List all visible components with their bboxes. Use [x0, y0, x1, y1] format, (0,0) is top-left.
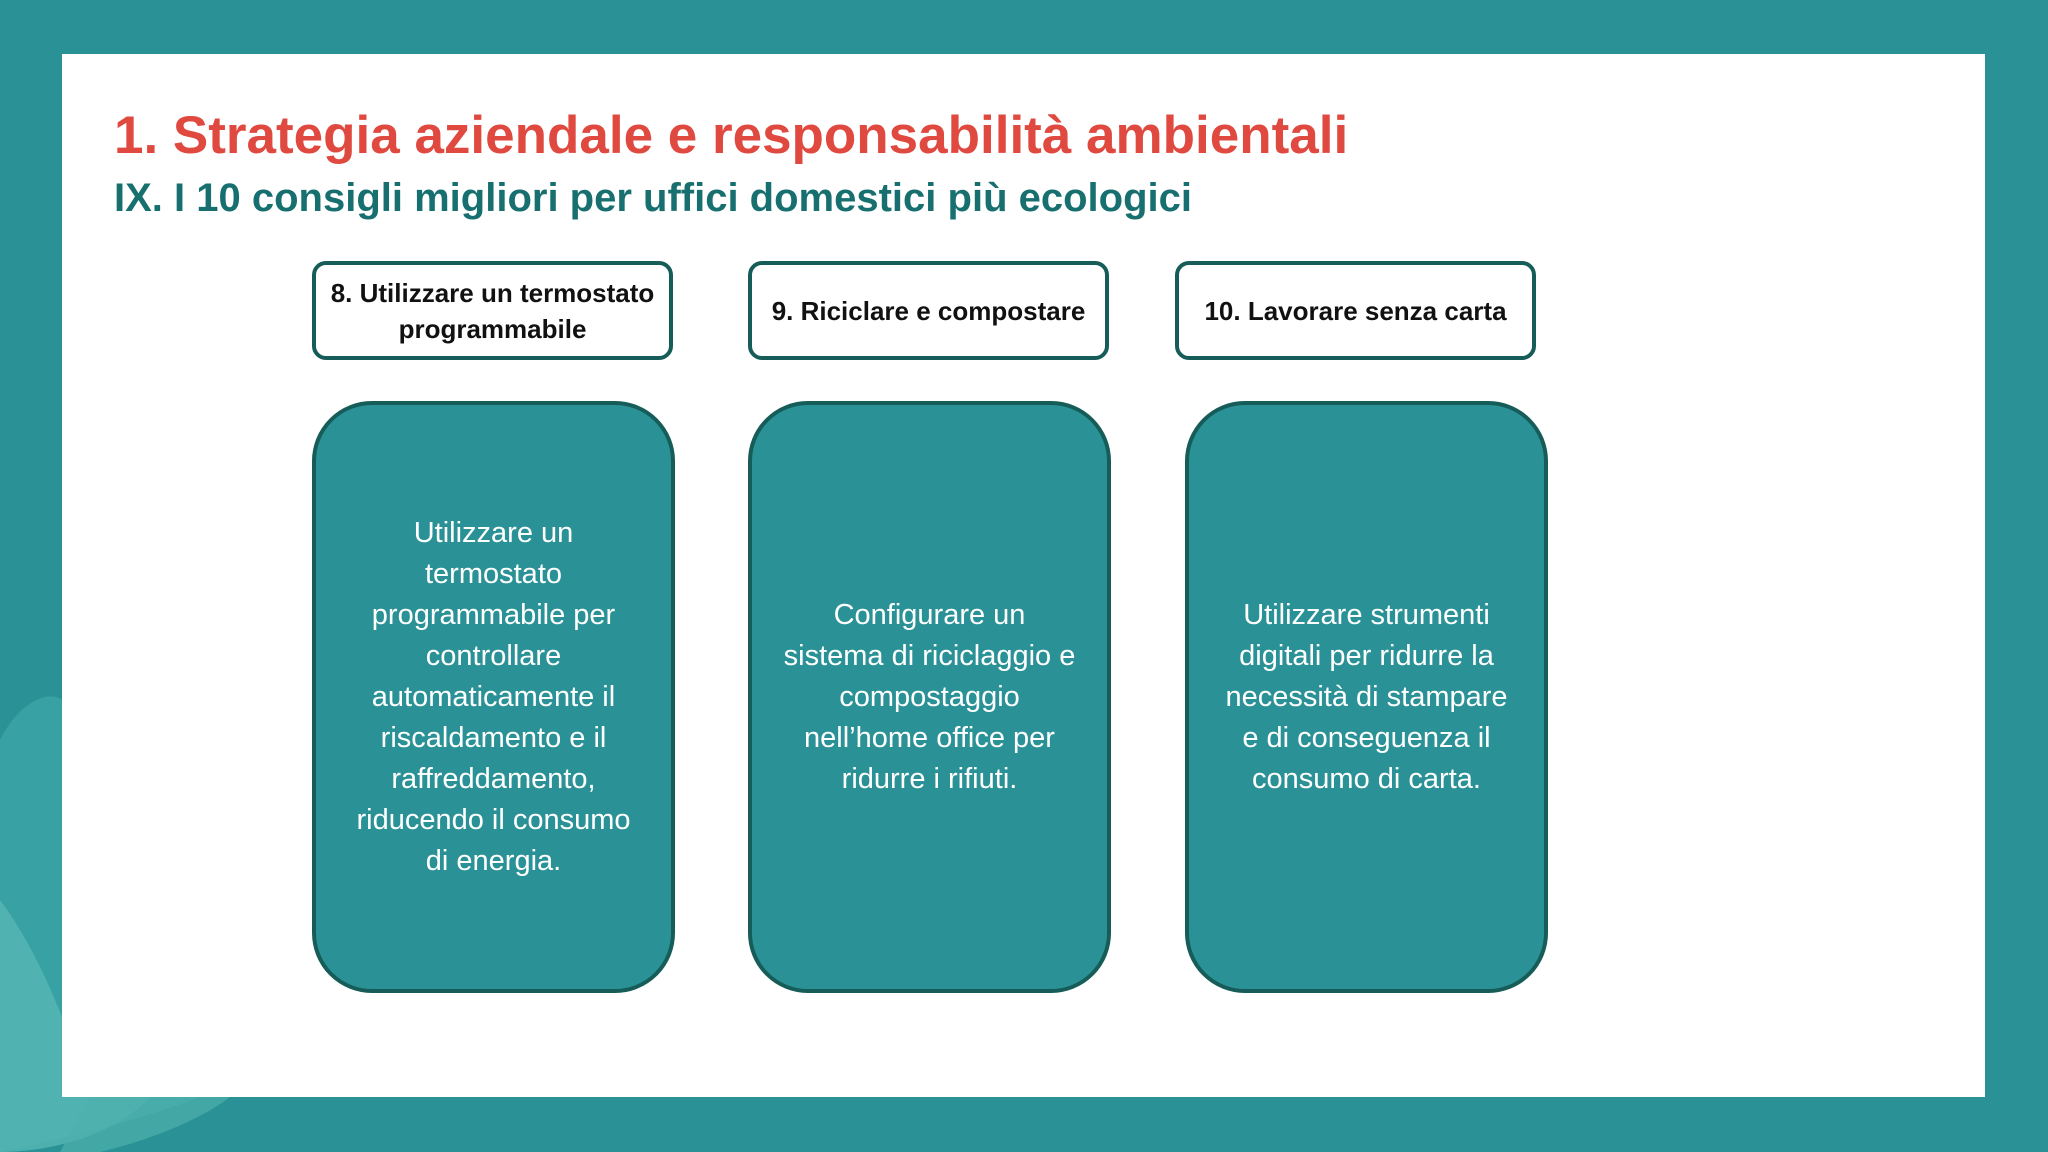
tip-10-header-box: [1175, 261, 1536, 360]
slide-title: 1. Strategia aziendale e responsabilità ambientali: [114, 106, 1349, 165]
tip-10-description-text: Utilizzare strumenti digitali per ridurre la necessità di stampare e di conseguenza il consumo di carta.: [1225, 598, 1508, 795]
tip-9-description-text: Configurare un sistema di riciclaggio e compostaggio nell’home office per ridurre i rifiuti.: [783, 598, 1076, 795]
tip-8-header-box: [312, 261, 673, 360]
tip-9-description-box: [748, 401, 1111, 993]
tip-8-description-text: Utilizzare un termostato programmabile per controllare automaticamente il riscaldamento e il raffreddamento, riducendo il consumo di energia.: [356, 516, 631, 877]
tip-8-description-box: [312, 401, 675, 993]
tip-10-header-text: 10. Lavorare senza carta: [1204, 295, 1507, 326]
tip-10-description-box: [1185, 401, 1548, 993]
tip-9-header-box: [748, 261, 1109, 360]
tip-9-header-text: 9. Riciclare e compostare: [771, 295, 1086, 326]
slide-subtitle: IX. I 10 consigli migliori per uffici domestici più ecologici: [114, 176, 1192, 220]
tip-8-header-text: 8. Utilizzare un termostato programmabile: [330, 277, 655, 344]
